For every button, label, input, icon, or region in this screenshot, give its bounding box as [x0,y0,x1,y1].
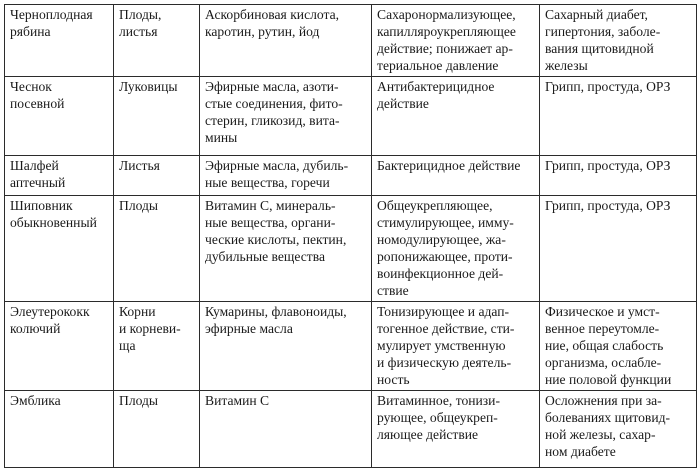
medicinal-plants-table [4,4,697,468]
table-row [5,5,697,77]
active-substances-cell: Кумарины, флавоноиды, эфирные масла [200,302,372,391]
table-row [5,302,697,391]
action-cell: Витаминное, тонизи- рующее, общеукреп- ляющее действие [372,391,540,468]
indications-cell: Грипп, простуда, ОРЗ [540,196,697,302]
table-row [5,196,697,302]
action-cell: Бактерицидное действие [372,156,540,196]
plant-part-cell: Луковицы [114,77,200,156]
action-cell: Тонизирующее и адап- тогенное действие, сти- мулирует умственную и физическую деятель- ность [372,302,540,391]
active-substances-cell: Аскорбиновая кислота, каротин, рутин, йод [200,5,372,77]
indications-cell: Физическое и умст- венное переутомле- ние, общая слабость организма, ослабле- ние половой функции [540,302,697,391]
action-cell: Общеукрепляющее, стимулирующее, имму- номодулирующее, жа- ропонижающее, проти- воинфекционное дей- ствие [372,196,540,302]
active-substances-cell: Эфирные масла, азоти- стые соединения, фито- стерин, гликозид, вита- мины [200,77,372,156]
plant-name-cell: Шалфей аптечный [5,156,114,196]
plant-name-cell: Шиповник обыкновенный [5,196,114,302]
table-row [5,77,697,156]
plant-name-cell: Чеснок посевной [5,77,114,156]
table-row [5,156,697,196]
plant-part-cell: Плоды, листья [114,5,200,77]
plant-part-cell: Плоды [114,391,200,468]
plant-part-cell: Плоды [114,196,200,302]
plant-part-cell: Корни и корневи- ща [114,302,200,391]
active-substances-cell: Эфирные масла, дубиль- ные вещества, горечи [200,156,372,196]
action-cell: Антибактерицидное действие [372,77,540,156]
active-substances-cell: Витамин С [200,391,372,468]
plant-name-cell: Черноплодная рябина [5,5,114,77]
indications-cell: Грипп, простуда, ОРЗ [540,156,697,196]
indications-cell: Осложнения при за- болеваниях щитовид- ной железы, сахар- ном диабете [540,391,697,468]
action-cell: Сахаронормализующее, капилляроукрепляющее действие; понижает ар- териальное давление [372,5,540,77]
indications-cell: Грипп, простуда, ОРЗ [540,77,697,156]
indications-cell: Сахарный диабет, гипертония, заболе- вания щитовидной железы [540,5,697,77]
plant-name-cell: Элеутерококк колючий [5,302,114,391]
plant-name-cell: Эмблика [5,391,114,468]
active-substances-cell: Витамин С, минераль- ные вещества, органи- ческие кислоты, пектин, дубильные вещества [200,196,372,302]
plant-part-cell: Листья [114,156,200,196]
